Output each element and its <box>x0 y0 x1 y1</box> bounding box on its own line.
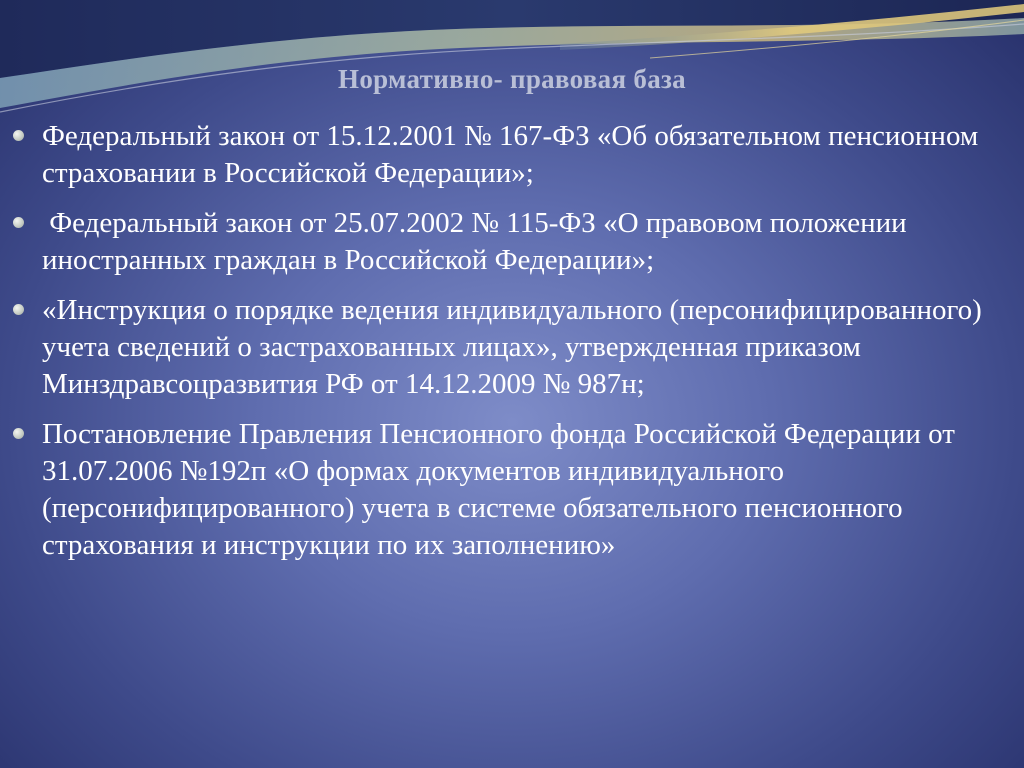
slide-title: Нормативно- правовая база <box>338 64 686 94</box>
bullet-dot-icon <box>13 428 24 439</box>
bullet-list <box>42 118 1002 577</box>
bullet-dot-icon <box>13 130 24 141</box>
bullet-text: «Инструкция о порядке ведения индивидуального (персонифицированного) учета сведений о застрахованных лицах», утвержденная приказом Минздравсоцразвития РФ от 14.12.2009 № 987н; <box>42 294 982 400</box>
list-item <box>42 118 1002 192</box>
bullet-text: Федеральный закон от 25.07.2002 № 115-ФЗ «О правовом положении иностранных граждан в Российской Федерации»; <box>42 207 914 276</box>
bullet-dot-icon <box>13 217 24 228</box>
bullet-text: Федеральный закон от 15.12.2001 № 167-ФЗ «Об обязательном пенсионном страховании в Российской Федерации»; <box>42 120 979 189</box>
bullet-dot-icon <box>13 304 24 315</box>
list-item <box>42 292 1002 403</box>
list-item <box>42 205 1002 279</box>
list-item <box>42 416 1002 564</box>
bullet-text: Постановление Правления Пенсионного фонда Российской Федерации от 31.07.2006 №192п «О формах документов индивидуального (персонифицированного) учета в системе обязательного пенсионного страхования и инструкции по их заполнению» <box>42 418 955 561</box>
